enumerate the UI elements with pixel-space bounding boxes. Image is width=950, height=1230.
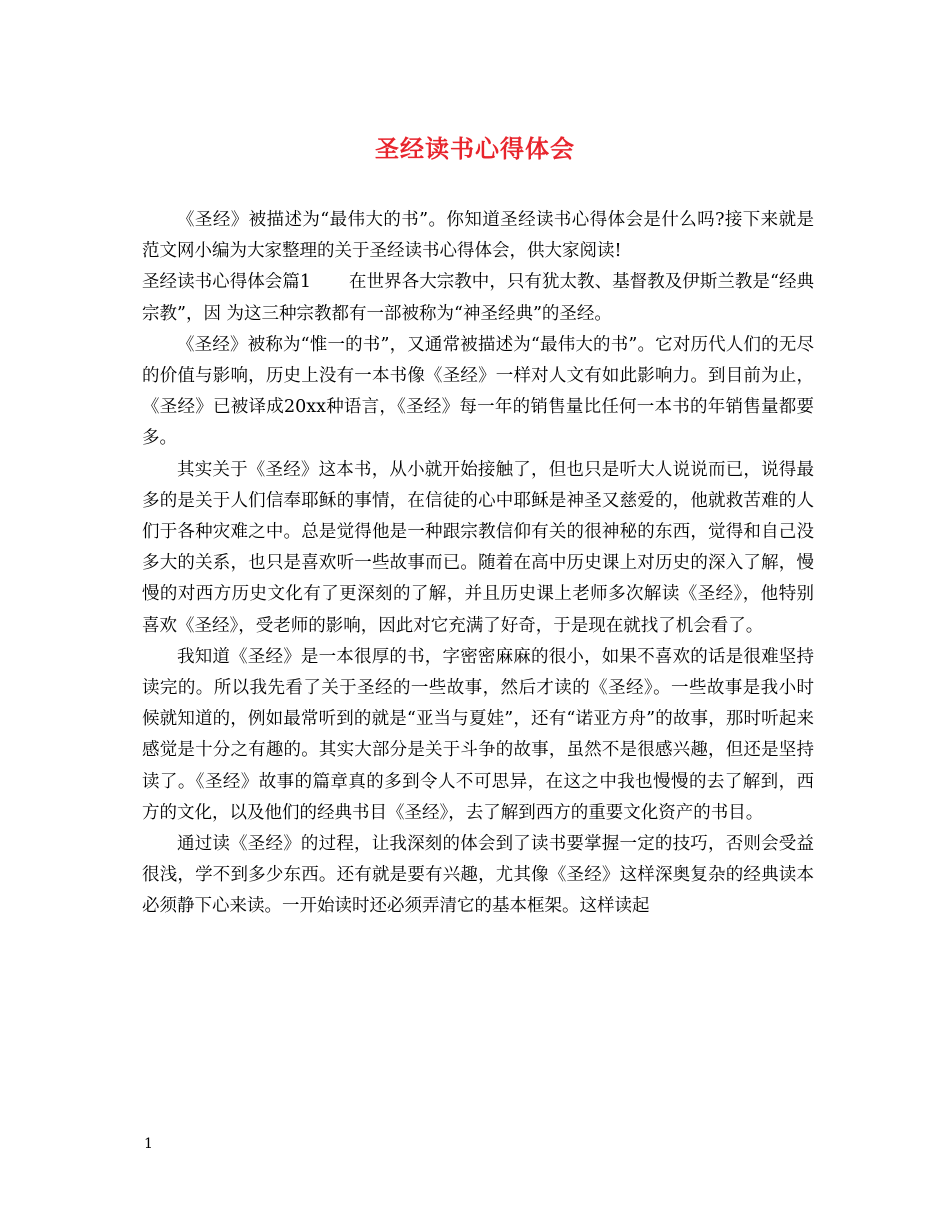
intro-paragraph: 《圣经》被描述为“最伟大的书”。你知道圣经读书心得体会是什么吗?接下来就是范文网小编为大家整理的关于圣经读书心得体会，供大家阅读! <box>142 210 814 262</box>
body-paragraph: 我知道《圣经》是一本很厚的书，字密密麻麻的很小，如果不喜欢的话是很难坚持读完的。所以我先看了关于圣经的一些故事，然后才读的《圣经》。一些故事是我小时候就知道的，例如最常听到的就是“亚当与夏娃”，还有“诺亚方舟”的故事，那时听起来感觉是十分之有趣的。其实大部分是关于斗争的故事，虽然不是很感兴趣，但还是坚持读了。《圣经》故事的篇章真的多到令人不可思异，在这之中我也慢慢的去了解到，西方的文化，以及他们的经典书目《圣经》，去了解到西方的重要文化资产的书目。 <box>142 646 814 823</box>
page-number: 1 <box>144 1136 153 1152</box>
body-paragraph: 其实关于《圣经》这本书，从小就开始接触了，但也只是听大人说说而已，说得最多的是关于人们信奉耶稣的事情，在信徒的心中耶稣是神圣又慈爱的，他就救苦难的人们于各种灾难之中。总是觉得他是一种跟宗教信仰有关的很神秘的东西，觉得和自己没多大的关系，也只是喜欢听一些故事而已。随着在高中历史课上对历史的深入了解，慢慢的对西方历史文化有了更深刻的了解，并且历史课上老师多次解读《圣经》，他特别喜欢《圣经》，受老师的影响，因此对它充满了好奇，于是现在就找了机会看了。 <box>142 459 814 636</box>
section-paragraph <box>142 267 814 329</box>
section-heading: 圣经读书心得体会篇1 <box>142 272 311 293</box>
document-title: 圣经读书心得体会 <box>375 134 575 163</box>
body-paragraph: 《圣经》被称为“惟一的书”，又通常被描述为“最伟大的书”。它对历代人们的无尽的价值与影响，历史上没有一本书像《圣经》一样对人文有如此影响力。到目前为止，《圣经》已被译成20xx种语言，《圣经》每一年的销售量比任何一本书的年销售量都要多。 <box>142 334 814 449</box>
document-body <box>142 205 814 923</box>
section-first-text: 在世界各大宗教中，只有犹太教、基督教及伊斯兰教是“经典宗教”，因 为这三种宗教都有一部被称为“神圣经典”的圣经。 <box>142 272 814 324</box>
body-paragraph: 通过读《圣经》的过程，让我深刻的体会到了读书要掌握一定的技巧，否则会受益很浅，学不到多少东西。还有就是要有兴趣，尤其像《圣经》这样深奥复杂的经典读本必须静下心来读。一开始读时还必须弄清它的基本框架。这样读起 <box>142 834 814 917</box>
